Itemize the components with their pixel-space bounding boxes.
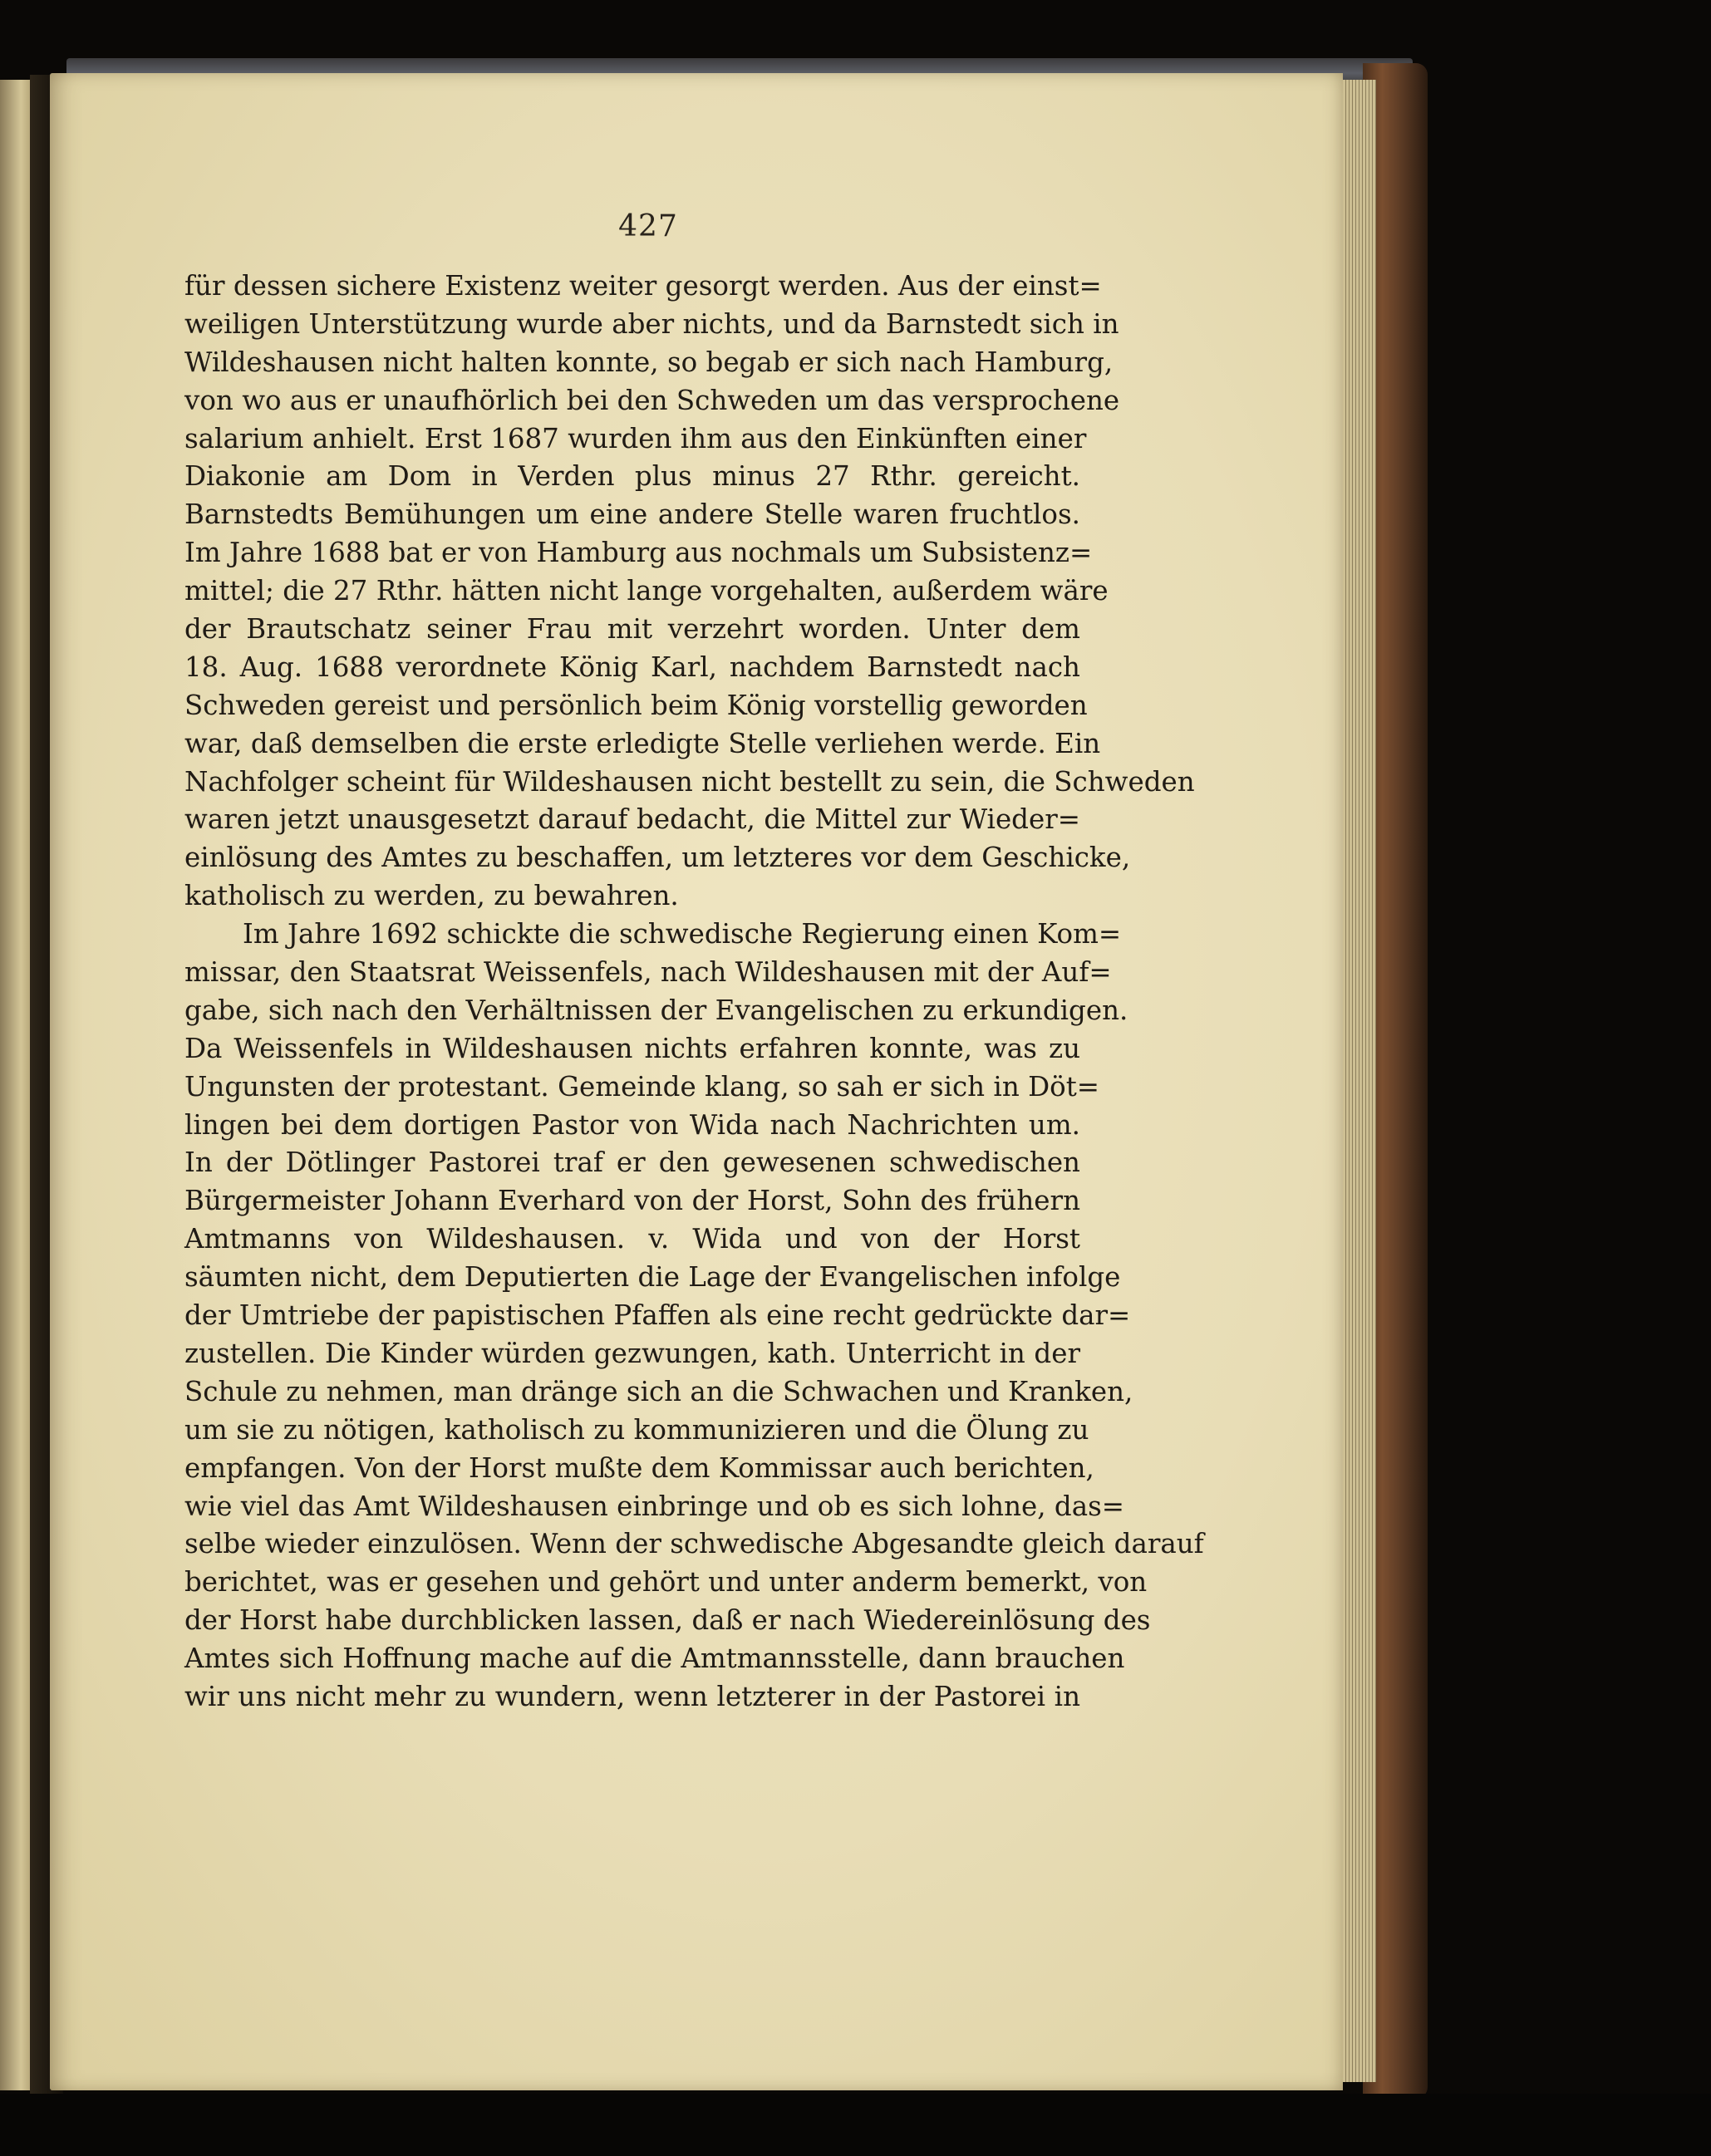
text-line: Da Weissenfels in Wildeshausen nichts erfahren konnte, was zu [184,1032,1080,1064]
text-line: Barnstedts Bemühungen um eine andere Stelle waren fruchtlos. [184,498,1080,531]
text-line: einlösung des Amtes zu beschaffen, um letzteres vor dem Geschicke, [184,842,1131,874]
text-line: der Brautschatz seiner Frau mit verzehrt worden. Unter dem [184,613,1080,646]
scan-bottom-edge [0,2094,1711,2156]
text-line: mittel; die 27 Rthr. hätten nicht lange vorgehalten, außerdem wäre [184,575,1109,607]
text-line: selbe wieder einzulösen. Wenn der schwedische Abgesandte gleich darauf [184,1528,1204,1560]
text-line: gabe, sich nach den Verhältnissen der Evangelischen zu erkundigen. [184,994,1128,1026]
text-line: Im Jahre 1688 bat er von Hamburg aus nochmals um Subsistenz= [184,537,1093,569]
text-line: weiligen Unterstützung wurde aber nichts, und da Barnstedt sich in [184,307,1119,340]
text-line: Nachfolger scheint für Wildeshausen nicht bestellt zu sein, die Schweden [184,765,1195,798]
text-line: für dessen sichere Existenz weiter gesorgt werden. Aus der einst= [184,270,1102,302]
text-line: Amtmanns von Wildeshausen. v. Wida und von der Horst [184,1223,1080,1255]
text-line: Im Jahre 1692 schickte die schwedische Regierung einen Kom= [243,918,1122,950]
text-line: Ungunsten der protestant. Gemeinde klang, so sah er sich in Döt= [184,1070,1100,1103]
text-line: war, daß demselben die erste erledigte Stelle verliehen werde. Ein [184,727,1101,759]
text-line: Schule zu nehmen, man dränge sich an die Schwachen und Kranken, [184,1375,1133,1407]
text-line: der Horst habe durchblicken lassen, daß er nach Wiedereinlösung des [184,1604,1151,1637]
text-line: salarium anhielt. Erst 1687 wurden ihm aus den Einkünften einer [184,422,1087,454]
text-line: zustellen. Die Kinder würden gezwungen, kath. Unterricht in der [184,1337,1080,1369]
text-line: lingen bei dem dortigen Pastor von Wida nach Nachrichten um. [184,1108,1080,1141]
text-line: Schweden gereist und persönlich beim König vorstellig geworden [184,689,1088,721]
text-line: 18. Aug. 1688 verordnete König Karl, nachdem Barnstedt nach [184,651,1080,683]
text-line: säumten nicht, dem Deputierten die Lage der Evangelischen infolge [184,1261,1121,1294]
text-line: Diakonie am Dom in Verden plus minus 27 Rthr. gereicht. [184,460,1080,493]
text-line: Bürgermeister Johann Everhard von der Horst, Sohn des frühern [184,1185,1080,1217]
text-line: empfangen. Von der Horst mußte dem Kommissar auch berichten, [184,1451,1094,1484]
page-number: 427 [618,209,678,243]
text-line: berichtet, was er gesehen und gehört und unter anderm bemerkt, von [184,1566,1148,1599]
text-line: missar, den Staatsrat Weissenfels, nach Wildeshausen mit der Auf= [184,956,1112,989]
text-line: wir uns nicht mehr zu wundern, wenn letzterer in der Pastorei in [184,1680,1080,1712]
text-line: der Umtriebe der papistischen Pfaffen als eine recht gedrückte dar= [184,1299,1131,1332]
left-page-edge [0,80,30,2090]
text-line: Amtes sich Hoffnung mache auf die Amtmannsstelle, dann brauchen [184,1643,1125,1675]
text-line: wie viel das Amt Wildeshausen einbringe und ob es sich lohne, das= [184,1490,1124,1522]
body-text [184,268,1204,1716]
text-line: katholisch zu werden, zu bewahren. [184,880,679,912]
text-line: In der Dötlinger Pastorei traf er den gewesenen schwedischen [184,1147,1080,1179]
text-line: um sie zu nötigen, katholisch zu kommunizieren und die Ölung zu [184,1413,1089,1446]
text-line: Wildeshausen nicht halten konnte, so begab er sich nach Hamburg, [184,346,1114,378]
text-line: von wo aus er unaufhörlich bei den Schweden um das versprochene [184,384,1120,416]
text-line: waren jetzt unausgesetzt darauf bedacht, die Mittel zur Wieder= [184,803,1080,836]
